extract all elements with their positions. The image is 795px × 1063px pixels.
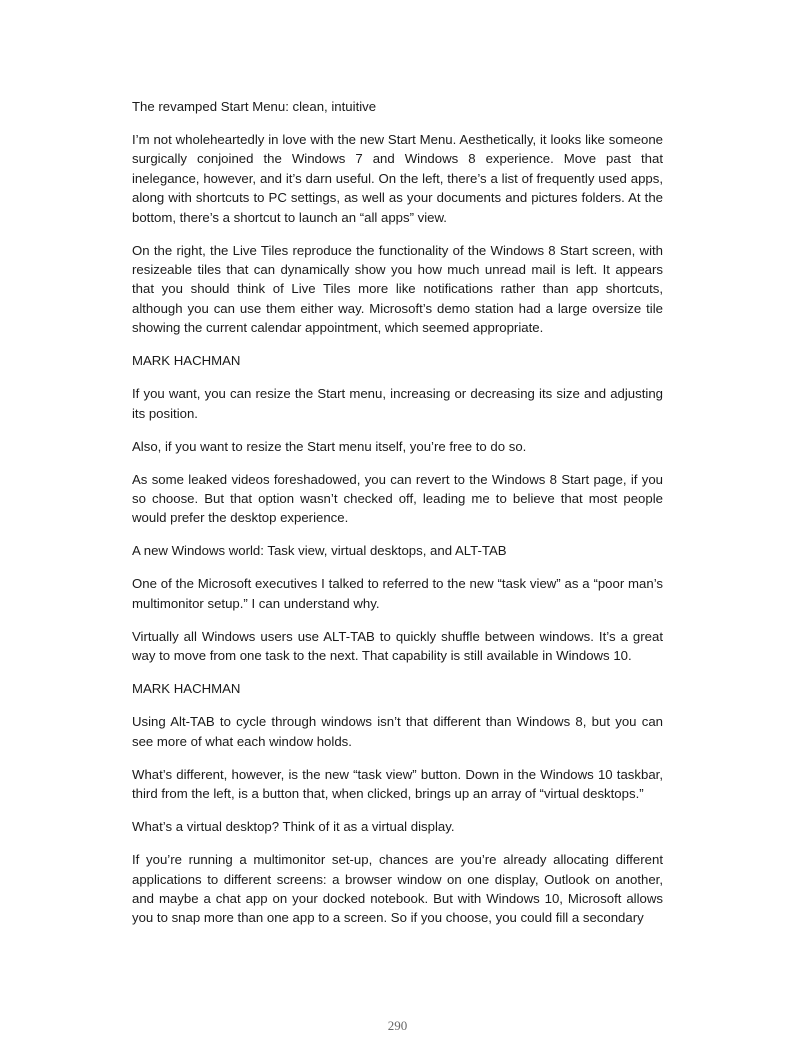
paragraph: Virtually all Windows users use ALT-TAB to quickly shuffle between windows. It’s a great way to move from one task to the next. That capability is still available in Windows 10. [132, 628, 663, 664]
paragraph: What’s different, however, is the new “task view” button. Down in the Windows 10 taskbar, third from the left, is a button that, when clicked, brings up an array of “virtual desktops.” [132, 766, 663, 802]
paragraph: If you want, you can resize the Start menu, increasing or decreasing its size and adjusting its position. [132, 386, 663, 421]
paragraph: What’s a virtual desktop? Think of it as a virtual display. [132, 819, 455, 835]
image-credit: MARK HACHMAN [132, 681, 241, 697]
section-heading: A new Windows world: Task view, virtual desktops, and ALT-TAB [132, 543, 507, 559]
image-credit: MARK HACHMAN [132, 353, 241, 369]
paragraph: On the right, the Live Tiles reproduce the functionality of the Windows 8 Start screen, with resizeable tiles that can dynamically show you how much unread mail is left. It appears that you should think of Live Tiles more like notifications rather than app shortcuts, although you can use them either way. Microsoft’s demo station had a large oversize tile showing the current calendar appointment, which seemed appropriate. [132, 242, 663, 336]
paragraph: Also, if you want to resize the Start menu itself, you’re free to do so. [132, 438, 527, 454]
paragraph: One of the Microsoft executives I talked to referred to the new “task view” as a “poor man’s multimonitor setup.” I can understand why. [132, 576, 663, 611]
section-heading: The revamped Start Menu: clean, intuitive [132, 99, 377, 114]
paragraph: If you’re running a multimonitor set-up, chances are you’re already allocating different applications to different screens: a browser window on one display, Outlook on another, and maybe a chat app on your docked notebook. But with Windows 10, Microsoft allows you to snap more than one app to a screen. So if you choose, you could fill a secondary [132, 852, 663, 926]
paragraph: As some leaked videos foreshadowed, you can revert to the Windows 8 Start page, if you so choose. But that option wasn’t checked off, leading me to believe that most people would prefer the desktop experience. [132, 471, 663, 526]
paragraph: I’m not wholeheartedly in love with the new Start Menu. Aesthetically, it looks like someone surgically conjoined the Windows 7 and Windows 8 experience. Move past that inelegance, however, and it’s darn useful. On the left, there’s a list of frequently used apps, along with shortcuts to PC settings, as well as your documents and pictures folders. At the bottom, there’s a shortcut to launch an “all apps” view. [132, 132, 663, 225]
page-number: 290 [387, 1018, 408, 1033]
page-body [132, 97, 663, 941]
paragraph: Using Alt-TAB to cycle through windows isn’t that different than Windows 8, but you can see more of what each window holds. [132, 714, 663, 749]
